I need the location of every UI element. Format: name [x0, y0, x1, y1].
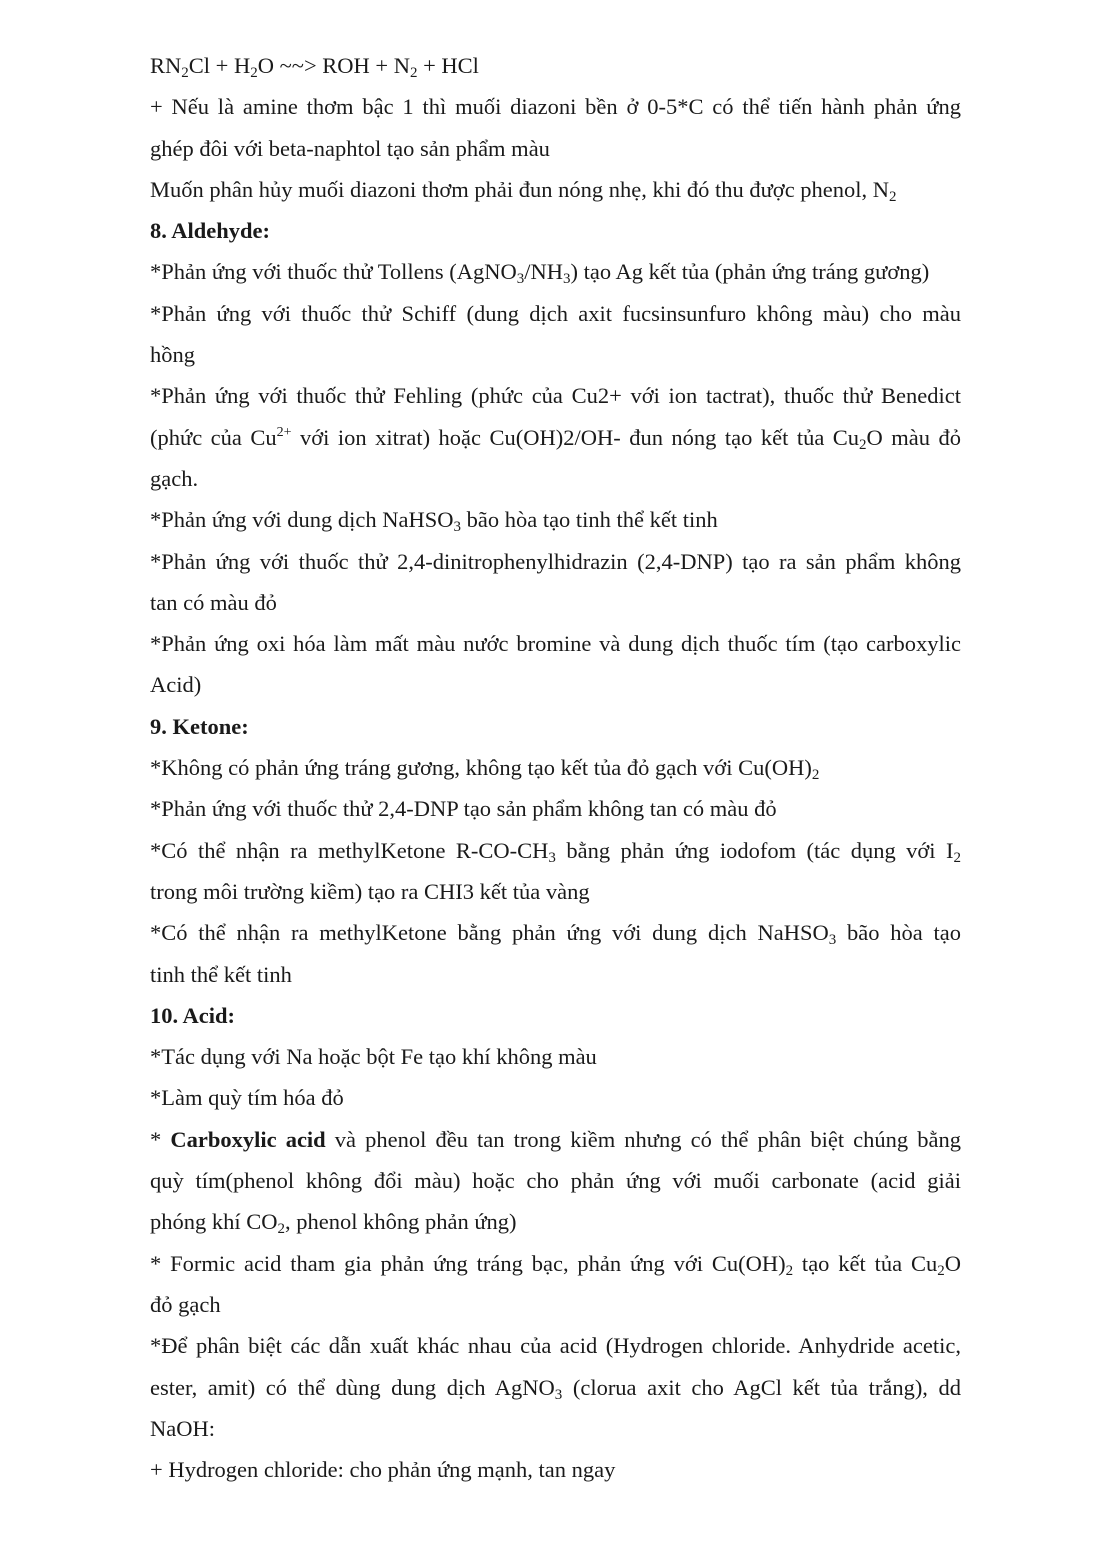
text-line: ghép đôi với beta-naphtol tạo sản phẩm màu: [150, 135, 550, 161]
text-line: phóng khí $CO_2$, phenol không phản ứng): [150, 1209, 517, 1238]
document-body: [150, 45, 961, 1490]
text-line: + Nếu là amine thơm bậc 1 thì muối diazoni bền ở 0-5*C có thể tiến hành phản ứng: [150, 94, 961, 120]
text-line: gạch.: [150, 465, 199, 491]
text-line: $RN_2Cl + H_2O$ ~~> ROH + $N_2$ + HCl: [150, 53, 479, 81]
text-line: tan có màu đỏ: [150, 589, 277, 615]
section-heading: 9. Ketone:: [150, 713, 249, 739]
text-line: Acid): [150, 672, 202, 698]
text-line: * Formic acid tham gia phản ứng tráng bạc, phản ứng với $Cu(OH)_2$ tạo kết tủa $Cu_2O$: [150, 1250, 961, 1279]
section-heading: 8. Aldehyde:: [150, 218, 271, 244]
text-line: *Phản ứng oxi hóa làm mất màu nước bromine và dung dịch thuốc tím (tạo carboxylic: [150, 631, 961, 657]
text-line: *Có thể nhận ra methylKetone $R-CO-CH_3$ bằng phản ứng iodofom (tác dụng với $I_2$: [150, 837, 961, 866]
text-line: *Phản ứng với thuốc thử Tollens $(AgNO_3/NH_3)$ tạo Ag kết tủa (phản ứng tráng gương): [150, 259, 930, 288]
text-line: + Hydrogen chloride: cho phản ứng mạnh, tan ngay: [150, 1457, 616, 1483]
text-line: Muốn phân hủy muối diazoni thơm phải đun nóng nhẹ, khi đó thu được phenol, $N_2$: [150, 176, 897, 205]
section-heading: 10. Acid:: [150, 1002, 236, 1028]
text-line: *Phản ứng với thuốc thử 2,4-DNP tạo sản phẩm không tan có màu đỏ: [150, 796, 777, 822]
text-line: tinh thể kết tinh: [150, 961, 292, 987]
text-line: *Phản ứng với dung dịch NaHSO$_3$ bão hòa tạo tinh thể kết tinh: [150, 507, 718, 536]
text-line: ester, amit) có thể dùng dung dịch AgNO$_3$ (clorua axit cho AgCl kết tủa trắng), dd: [150, 1374, 961, 1403]
text-line: * Carboxylic acid và phenol đều tan trong kiềm nhưng có thể phân biệt chúng bằng: [150, 1126, 961, 1152]
text-line: (phức của $Cu^{2+}$ với ion xitrat) hoặc Cu(OH)2/OH- đun nóng tạo kết tủa $Cu_2O$ màu đỏ: [150, 424, 961, 453]
text-line: *Làm quỳ tím hóa đỏ: [150, 1085, 344, 1111]
text-line: *Phản ứng với thuốc thử 2,4-dinitrophenylhidrazin (2,4-DNP) tạo ra sản phẩm không: [150, 548, 961, 574]
text-line: quỳ tím(phenol không đổi màu) hoặc cho phản ứng với muối carbonate (acid giải: [150, 1168, 961, 1194]
text-line: *Để phân biệt các dẫn xuất khác nhau của acid (Hydrogen chloride. Anhydride acetic,: [150, 1333, 961, 1359]
text-line: *Phản ứng với thuốc thử Fehling (phức của Cu2+ với ion tactrat), thuốc thử Benedict: [150, 383, 961, 409]
text-line: hồng: [150, 342, 195, 368]
text-line: đỏ gạch: [150, 1291, 221, 1317]
text-line: *Không có phản ứng tráng gương, không tạo kết tủa đỏ gạch với $Cu(OH)_2$: [150, 755, 820, 784]
text-line: *Có thể nhận ra methylKetone bằng phản ứng với dung dịch NaHSO$_3$ bão hòa tạo: [150, 920, 961, 949]
text-line: trong môi trường kiềm) tạo ra CHI3 kết tủa vàng: [150, 878, 590, 904]
text-line: *Phản ứng với thuốc thử Schiff (dung dịch axit fucsinsunfuro không màu) cho màu: [150, 300, 961, 326]
text-line: NaOH:: [150, 1415, 215, 1441]
text-line: *Tác dụng với Na hoặc bột Fe tạo khí không màu: [150, 1044, 597, 1070]
